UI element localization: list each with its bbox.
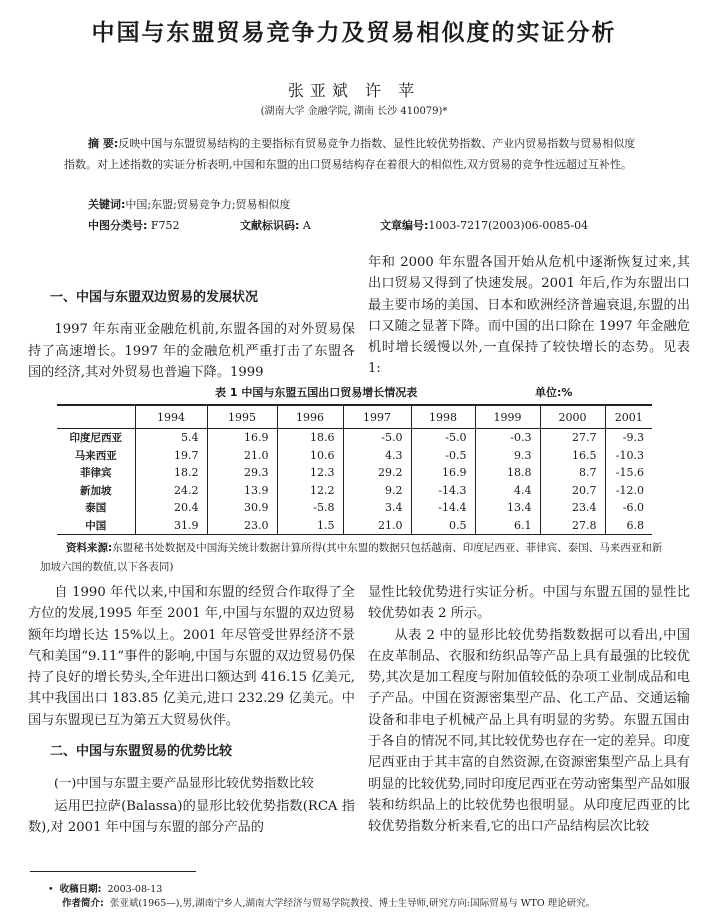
table1-cell: 6.1 xyxy=(475,517,540,535)
table1-cell: 27.8 xyxy=(540,517,605,535)
table1-cell: 10.6 xyxy=(277,447,343,465)
author-value: 张亚斌(1965—),男,湖南宁乡人,湖南大学经济与贸易学院教授、博士生导师,研究方向:国际贸易与 WTO 理论研究。 xyxy=(109,898,596,909)
table1-cell: -9.3 xyxy=(605,429,652,447)
table1-source xyxy=(40,539,670,577)
table1-row-label: 泰国 xyxy=(85,502,107,515)
abstract-text: 反映中国与东盟贸易结构的主要指标有贸易竞争力指数、显性比较优势指数、产业内贸易指数与贸易相似度指数。对上述指数的实证分析表明,中国和东盟的出口贸易结构存在着很大的相似性,双方贸易的竞争性远超过互补性。 xyxy=(64,137,636,171)
table1-cell: 23.4 xyxy=(540,499,605,517)
table1-row xyxy=(57,517,652,535)
table1-row xyxy=(57,499,652,517)
footnote-rule xyxy=(30,871,196,872)
table1-col-header: 1996 xyxy=(277,406,343,429)
table1-col-header: 1995 xyxy=(207,406,277,429)
table1-cell: 18.6 xyxy=(277,429,343,447)
table1-cell: 29.3 xyxy=(207,464,277,482)
section2-subheading: (一)中国与东盟主要产品显形比较优势指数比较 xyxy=(54,775,314,791)
section2-para1-right: 显性比较优势进行实证分析。中国与东盟五国的显性比较优势如表 2 所示。 xyxy=(368,585,690,622)
lower-left-column xyxy=(28,582,355,838)
source-text: 东盟秘书处数据及中国海关统计数据计算所得(其中东盟的数据只包括越南、印度尼西亚、菲律宾、泰国、马来西亚和新加坡六国的数值,以下各表同) xyxy=(40,542,663,573)
author-label: 作者简介: xyxy=(62,898,104,909)
table1-cell: 12.3 xyxy=(277,464,343,482)
table1-cell: -15.6 xyxy=(605,464,652,482)
section2-heading: 二、中国与东盟贸易的优势比较 xyxy=(50,744,233,760)
table1-col-header: 1999 xyxy=(475,406,540,429)
table1-cell: -0.3 xyxy=(475,429,540,447)
table1-cell: 4.4 xyxy=(475,482,540,500)
table1-cell: -5.0 xyxy=(411,429,475,447)
clc-label: 中图分类号: xyxy=(88,219,148,232)
table1-cell: 8.7 xyxy=(540,464,605,482)
doc-code-label: 文献标识码: xyxy=(240,219,300,232)
table1-col-header: 1997 xyxy=(343,406,411,429)
footnote xyxy=(48,883,595,911)
table1-cell: 29.2 xyxy=(343,464,411,482)
table1-cell: 30.9 xyxy=(207,499,277,517)
table1-cell: 4.3 xyxy=(343,447,411,465)
table1-cell: 18.8 xyxy=(475,464,540,482)
keywords xyxy=(88,196,291,212)
table1-cell: 9.3 xyxy=(475,447,540,465)
table1-cell: 27.7 xyxy=(540,429,605,447)
received-label: 收稿日期: xyxy=(59,884,102,895)
table1-grid xyxy=(57,406,652,534)
keywords-text: 中国;东盟;贸易竞争力;贸易相似度 xyxy=(125,198,291,211)
section1-heading: 一、中国与东盟双边贸易的发展状况 xyxy=(50,290,259,305)
table1 xyxy=(57,404,652,535)
table1-cell: 13.9 xyxy=(207,482,277,500)
received-value: 2003-08-13 xyxy=(107,884,163,895)
table1-cell: 24.2 xyxy=(135,482,207,500)
doc-code-value: A xyxy=(302,219,311,232)
section2-para2: 从表 2 中的显形比较优势指数数据可以看出,中国在皮革制品、衣服和纺织品等产品上具有最强的比较优势,其次是加工程度与附加值较低的杂项工业制成品和电子产品。中国在资源密集型产品、化工产品、交通运输设备和非电子机械产品上具有明显的劣势。东盟五国由于各自的情况不同,其比较优势也存在一定的差异。印度尼西亚由于其丰富的自然资源,在资源密集型产品上具有明显的比较优势,同时印度尼西亚在劳动密集型产品如服装和纺织品上的比较优势也很明显。从印度尼西亚的比较优势指数分析来看,它的出口产品结构层次比较 xyxy=(368,627,690,835)
section1-para1-left: 1997 年东南亚金融危机前,东盟各国的对外贸易保持了高速增长。1997 年的金融危机严重打击了东盟各国的经济,其对外贸易也普遍下降。1999 xyxy=(28,322,355,380)
table1-cell: 9.2 xyxy=(343,482,411,500)
table1-cell: -14.4 xyxy=(411,499,475,517)
table1-cell: -0.5 xyxy=(411,447,475,465)
table1-cell: 16.9 xyxy=(411,464,475,482)
table1-header-row xyxy=(57,406,652,429)
table1-col-header: 2000 xyxy=(540,406,605,429)
table1-row xyxy=(57,482,652,500)
table1-row xyxy=(57,447,652,465)
section1-left xyxy=(28,287,355,383)
table1-cell: 23.0 xyxy=(207,517,277,535)
table1-col-header: 2001 xyxy=(605,406,652,429)
clc-value: F752 xyxy=(150,219,180,232)
table1-cell: -10.3 xyxy=(605,447,652,465)
table1-cell: 21.0 xyxy=(207,447,277,465)
paper-authors: 张亚斌 许 苹 xyxy=(287,81,421,100)
table1-cell: 12.2 xyxy=(277,482,343,500)
table1-row-label: 菲律宾 xyxy=(80,467,112,480)
abstract xyxy=(64,133,644,175)
table1-row-label: 印度尼西亚 xyxy=(69,432,122,445)
section2-para1-left: 运用巴拉萨(Balassa)的显形比较优势指数(RCA 指数),对 2001 年中国与东盟的部分产品的 xyxy=(28,798,355,835)
table1-row xyxy=(57,464,652,482)
table1-cell: -5.8 xyxy=(277,499,343,517)
table1-cell: 16.9 xyxy=(207,429,277,447)
table1-row xyxy=(57,429,652,447)
table1-cell: 20.4 xyxy=(135,499,207,517)
article-no-label: 文章编号: xyxy=(380,219,429,232)
table1-cell: 5.4 xyxy=(135,429,207,447)
table1-cell: -12.0 xyxy=(605,482,652,500)
table1-cell: 18.2 xyxy=(135,464,207,482)
source-label: 资料来源: xyxy=(66,542,113,554)
paper-affiliation: (湖南大学 金融学院, 湖南 长沙 410079)* xyxy=(260,106,448,117)
article-no-value: 1003-7217(2003)06-0085-04 xyxy=(428,219,589,232)
table1-row-label: 新加坡 xyxy=(80,484,112,497)
table1-caption: 表 1 中国与东盟五国出口贸易增长情况表 xyxy=(215,386,418,399)
table1-cell: -5.0 xyxy=(343,429,411,447)
table1-row-label: 中国 xyxy=(85,519,107,532)
table1-cell: 13.4 xyxy=(475,499,540,517)
table1-col-header: 1994 xyxy=(135,406,207,429)
table1-unit: 单位:% xyxy=(535,386,573,399)
footnote-bullet: • xyxy=(48,884,54,895)
section1-para1-right: 年和 2000 年东盟各国开始从危机中逐渐恢复过来,其出口贸易又得到了快速发展。2001 年后,作为东盟出口最主要市场的美国、日本和欧洲经济普遍衰退,东盟的出口又随之显著下降。而中国的出口除在 1997 年金融危机时增长缓慢以外,一直保持了较快增长的态势。见表 1: xyxy=(368,255,690,377)
table1-row-label: 马来西亚 xyxy=(74,449,117,462)
table1-cell: 31.9 xyxy=(135,517,207,535)
keywords-label: 关键词: xyxy=(88,198,126,211)
table1-cell: 1.5 xyxy=(277,517,343,535)
abstract-label: 摘 要: xyxy=(88,137,119,150)
table1-cell: -14.3 xyxy=(411,482,475,500)
section1-para2: 自 1990 年代以来,中国和东盟的经贸合作取得了全方位的发展,1995 年至 2001 年,中国与东盟的双边贸易额年均增长达 15%以上。2001 年尽管受世界经济不景气和美国“9.11”事件的影响,中国与东盟的双边贸易仍保持了良好的增长势头,全年进出口额达到 416.15 亿美元,其中我国出口 183.85 亿美元,进口 232.29 亿美元。中国与东盟现已互为第五大贸易伙伴。 xyxy=(28,585,355,728)
lower-right-column xyxy=(368,582,690,838)
paper-title: 中国与东盟贸易竞争力及贸易相似度的实证分析 xyxy=(91,20,617,46)
table1-cell: 6.8 xyxy=(605,517,652,535)
table1-cell: 0.5 xyxy=(411,517,475,535)
table1-col-header: 1998 xyxy=(411,406,475,429)
table1-cell: 20.7 xyxy=(540,482,605,500)
table1-cell: 16.5 xyxy=(540,447,605,465)
table1-cell: 3.4 xyxy=(343,499,411,517)
table1-cell: -6.0 xyxy=(605,499,652,517)
table1-cell: 19.7 xyxy=(135,447,207,465)
table1-corner xyxy=(57,406,135,429)
section1-right xyxy=(368,252,690,380)
table1-cell: 21.0 xyxy=(343,517,411,535)
